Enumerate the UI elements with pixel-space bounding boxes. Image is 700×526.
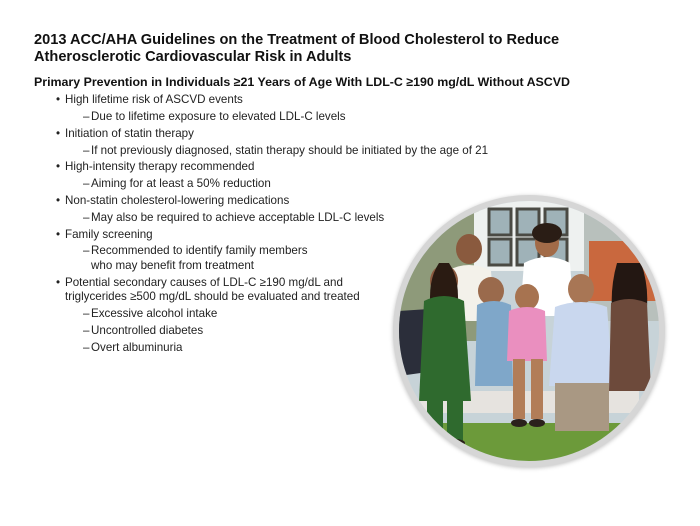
sub-bullet-text: May also be required to achieve acceptable LDL-C levels [91,210,385,224]
bullet-item: • High-intensity therapy recommended [56,160,496,175]
sub-bullet-text: Aiming for at least a 50% reduction [91,177,271,191]
bullet-item: • High lifetime risk of ASCVD events [56,93,496,108]
sub-bullet-text-line1: Recommended to identify family members [91,244,308,258]
slide-title-line2: Atherosclerotic Cardiovascular Risk in Adults [34,49,352,65]
sub-bullet-item [56,110,496,125]
dash-marker: – [83,177,90,191]
sub-bullet-text: Excessive alcohol intake [91,307,218,321]
slide-subtitle: Primary Prevention in Individuals ≥21 Years of Age With LDL-C ≥190 mg/dL Without ASCVD [34,75,570,89]
family-photo [393,195,665,467]
bullet-text-line2: triglycerides ≥500 mg/dL should be evaluated and treated [65,290,360,304]
slide-title [34,32,634,66]
sub-bullet-text: Overt albuminuria [91,340,183,354]
dash-marker: – [83,340,90,354]
sub-bullet-item [56,211,496,226]
sub-bullet-item [56,177,496,192]
sub-bullet-text: Due to lifetime exposure to elevated LDL-C levels [91,110,346,124]
sub-bullet-text: Uncontrolled diabetes [91,323,204,337]
dash-marker: – [83,244,90,258]
dash-marker: – [83,110,90,124]
dash-marker: – [83,323,90,337]
sub-bullet-text: If not previously diagnosed, statin therapy should be initiated by the age of 21 [91,143,489,157]
bullet-item: • Family screening [56,228,496,243]
bullet-item: • Initiation of statin therapy [56,127,496,142]
bullet-item: • Non-statin cholesterol-lowering medications [56,194,496,209]
family-photo-illustration [399,201,659,461]
sub-bullet-item [56,144,496,159]
dash-marker: – [83,307,90,321]
dash-marker: – [83,143,90,157]
dash-marker: – [83,210,90,224]
slide-title-line1: 2013 ACC/AHA Guidelines on the Treatment of Blood Cholesterol to Reduce [34,32,560,48]
bullet-text-line1: • Potential secondary causes of LDL-C ≥190 mg/dL and [65,275,343,289]
sub-bullet-text-line2: who may benefit from treatment [91,258,255,272]
